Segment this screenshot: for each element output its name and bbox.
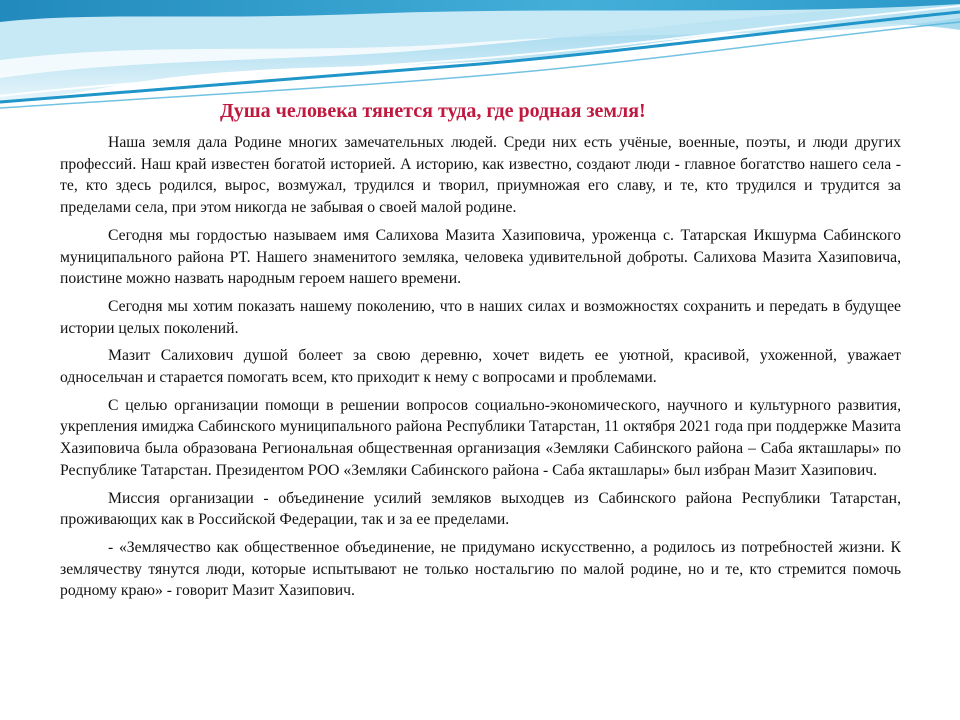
slide-title: Душа человека тянется туда, где родная земля! — [220, 100, 646, 122]
paragraph-quote: - «Землячество как общественное объединение, не придумано искусственно, а родилось из потребностей жизни. К землячеству тянутся люди, которые испытывают не только ностальгию по малой родине, но и те, кто стремится помочь родному краю» - говорит Мазит Хазипович. — [60, 538, 901, 600]
paragraph-village: Мазит Салихович душой болеет за свою деревню, хочет видеть ее уютной, красивой, ухоженной, уважает односельчан и старается помогать всем, кто приходит к нему с вопросами и проблемами. — [60, 347, 901, 387]
paragraph-generations: Сегодня мы хотим показать нашему поколению, что в наших силах и возможностях сохранить и передать в будущее истории целых поколений. — [60, 297, 901, 337]
paragraph-salikhov: Сегодня мы гордостью называем имя Салихова Мазита Хазиповича, уроженца с. Татарская Икшурма Сабинского муниципального района РТ. Нашего знаменитого земляка, человека удивительной доброты. Салихова Мазита Хазиповича, поистине можно назвать народным героем нашего времени. — [60, 226, 901, 288]
body-text — [60, 132, 901, 608]
paragraph-organization: С целью организации помощи в решении вопросов социально-экономического, научного и культурного развития, укрепления имиджа Сабинского муниципального района Республики Татарстан, 11 октября 2021 года при поддержке Мазита Хазиповича была образована Региональная общественная организация «Земляки Сабинского района – Саба якташлары» по Республике Татарстан. Президентом РОО «Земляки Сабинского района - Саба якташлары» был избран Мазит Хазипович. — [60, 396, 901, 479]
paragraph-intro: Наша земля дала Родине многих замечательных людей. Среди них есть учёные, военные, поэты, и люди других профессий. Наш край известен богатой историей. А историю, как известно, создают люди - главное богатство нашего села - те, кто здесь родился, вырос, возмужал, трудился и творил, приумножая его славу, и те, кто трудился и трудится за пределами села, при этом никогда не забывая о своей малой родине. — [60, 134, 901, 217]
paragraph-mission: Миссия организации - объединение усилий земляков выходцев из Сабинского района Республики Татарстан, проживающих как в Российской Федерации, так и за ее пределами. — [60, 489, 901, 529]
